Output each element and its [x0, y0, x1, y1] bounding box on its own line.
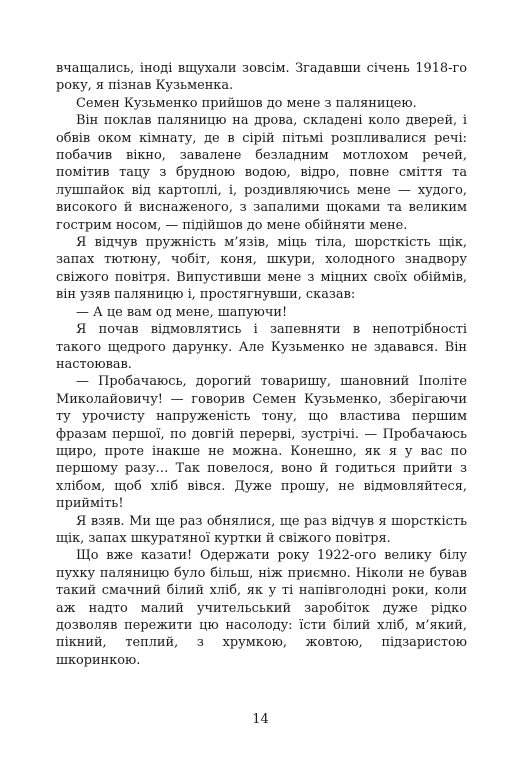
page-number: 14 [252, 712, 269, 727]
paragraph-1: вчащались, іноді вщухали зовсім. Згадавши січень 1918-го року, я пізнав Кузьменка. [56, 61, 467, 94]
paragraph-9: Що вже казати! Одержати року 1922-ого велику білу пухку паляницю було більш, ніж приємно. Ніколи не бував такий смачний білий хліб, як у ті напівголодні роки, коли аж надто малий учительський заробіток дуже рідко дозволяв пережити цю насолоду: їсти білий хліб, м’який, пікний, теплий, з хрумкою, жовтою, підзаристою шкоринкою. [56, 548, 467, 668]
paragraph-5: — А це вам од мене, шапуючи! [76, 304, 288, 320]
paragraph-4: Я відчув пружність м’язів, міць тіла, шорсткість щік, запах тютюну, чобіт, коня, шкури, холодного знадвору свіжого повітря. Випустивши мене з міцних своїх обіймів, він узяв паляницю і, простягнувши, сказав: [56, 235, 467, 303]
paragraph-7: — Пробачаюсь, дорогий товаришу, шановний Іполіте Миколайовичу! — говорив Семен Кузьменко, зберігаючи ту урочисту напруженість тону, що властива першим фразам першої, по довгій перерві, зустрічі. — Пробачаюсь щиро, проте інакше не можна. Конешно, як я у вас по першому разу… Так повелося, воно й годиться прийти з хлібом, щоб хліб вівся. Дуже прошу, не відмовляйтеся, прийміть! [56, 374, 467, 512]
paragraph-8: Я взяв. Ми ще раз обнялися, ще раз відчув я шорсткість щік, запах шкуратяної куртки й свіжого повітря. [56, 513, 467, 546]
paragraph-6: Я почав відмовлятись і запевняти в непотрібності такого щедрого дарунку. Але Кузьменко не здавався. Він настоював. [56, 322, 467, 372]
body-text [56, 60, 467, 669]
paragraph-3: Він поклав паляницю на дрова, складені коло дверей, і обвів оком кімнату, де в сірій пітьмі розпливалися речі: побачив вікно, завалене безладним мотлохом речей, помітив тацу з брудною водою, відро, повне сміття та лушпайок від картоплі, і, роздивляючись мене — худого, високого й виснаженого, з запалими щоками та великим гострим носом, — підійшов до мене обійняти мене. [56, 113, 467, 233]
paragraph-2: Семен Кузьменко прийшов до мене з паляницею. [76, 95, 417, 111]
